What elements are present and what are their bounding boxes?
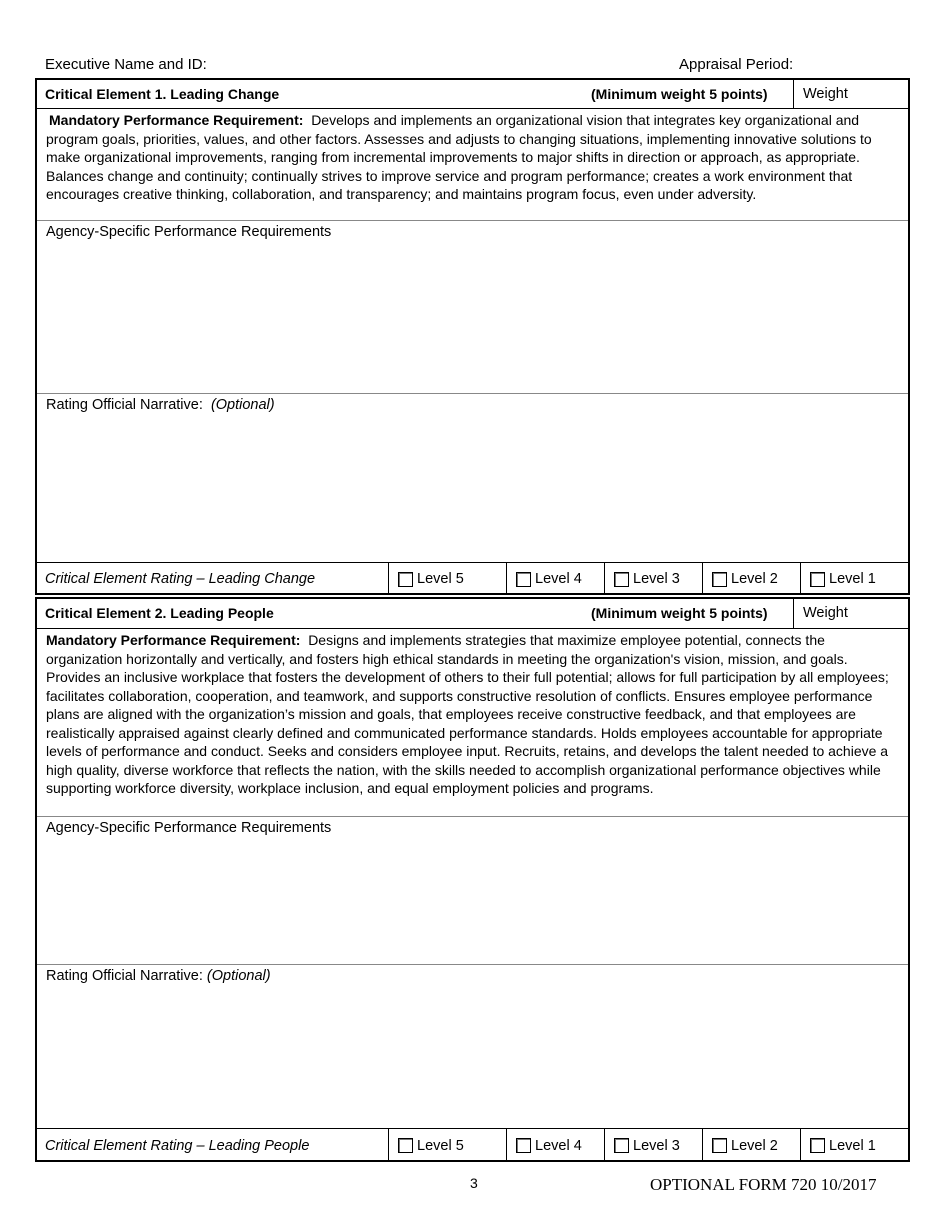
narrative-label-text: Rating Official Narrative:	[46, 397, 203, 413]
checkbox[interactable]	[810, 1138, 825, 1153]
mandatory-text: Designs and implements strategies that maximize employee potential, connects the organization horizontally and vertically, and fosters high ethical standards in meeting the organization's vision, mission, and goals. Provides an inclusive workplace that fosters the development of others to their full potential; allows for full participation by all employees; facilitates collaboration, cooperation, and teamwork, and supports constructive resolution of conflicts. Ensures employee performance plans are aligned with the organization’s mission and goals, that employees receive constructive feedback, and that employees are realistically appraised against clearly defined and communicated performance standards. Holds employees accountable for appropriate levels of performance and conduct. Seeks and considers employee input. Recruits, retains, and develops the talent needed to achieve a high quality, diverse workforce that reflects the nation, with the skills needed to accomplish organizational performance objectives while supporting workforce diversity, workplace inclusion, and equal employment policies and programs.	[46, 632, 889, 796]
checkbox[interactable]	[810, 572, 825, 587]
checkbox[interactable]	[398, 572, 413, 587]
page-number: 3	[470, 1175, 478, 1191]
level-label: Level 3	[633, 1137, 680, 1154]
element-1-rating-label: Critical Element Rating – Leading Change	[45, 571, 316, 587]
level-label: Level 5	[417, 571, 464, 587]
element-2-weight-field[interactable]: Weight	[793, 599, 910, 628]
agency-requirements-label: Agency-Specific Performance Requirements	[46, 820, 332, 836]
element-2-min-weight: (Minimum weight 5 points)	[591, 605, 768, 621]
element-1-rating-row	[37, 563, 908, 595]
critical-element-1	[35, 78, 910, 595]
mandatory-label: Mandatory Performance Requirement:	[46, 632, 301, 648]
level-label: Level 1	[829, 571, 876, 587]
element-1-mandatory-requirement	[37, 109, 908, 221]
element-2-level-5[interactable]	[388, 1129, 506, 1162]
narrative-optional: (Optional)	[210, 397, 275, 413]
narrative-label	[37, 965, 908, 987]
element-1-agency-requirements-field[interactable]	[37, 221, 908, 394]
checkbox[interactable]	[516, 1138, 531, 1153]
checkbox[interactable]	[614, 1138, 629, 1153]
element-2-header-row	[37, 599, 908, 629]
element-1-level-4[interactable]	[506, 563, 604, 595]
checkbox[interactable]	[712, 572, 727, 587]
critical-element-2	[35, 597, 910, 1162]
element-1-level-2[interactable]	[702, 563, 800, 595]
mandatory-text: Develops and implements an organizational vision that integrates key organizational and program goals, priorities, values, and other factors. Assesses and adjusts to changing situations, implementing innovative solutions to make organizational improvements, ranging from incremental improvements to major shifts in direction or approach, as appropriate. Balances change and continuity; continually strives to improve service and program performance; creates a work environment that encourages creative thinking, collaboration, and transparency; and maintains program focus, even under adversity.	[46, 112, 872, 202]
agency-requirements-label: Agency-Specific Performance Requirements	[46, 224, 332, 240]
form-id: OPTIONAL FORM 720 10/2017	[650, 1175, 877, 1194]
element-1-header-row	[37, 80, 908, 109]
level-label: Level 4	[535, 571, 582, 587]
level-label: Level 1	[829, 1137, 876, 1154]
element-1-weight-field[interactable]: Weight	[793, 80, 910, 108]
level-label: Level 3	[633, 571, 680, 587]
executive-name-label: Executive Name and ID:	[45, 56, 207, 73]
appraisal-period-label: Appraisal Period:	[679, 56, 794, 73]
element-1-title: Critical Element 1. Leading Change	[45, 86, 280, 102]
element-2-title: Critical Element 2. Leading People	[45, 605, 274, 621]
element-2-rating-row	[37, 1129, 908, 1162]
checkbox[interactable]	[712, 1138, 727, 1153]
element-1-level-1[interactable]	[800, 563, 910, 595]
level-label: Level 5	[417, 1137, 464, 1154]
narrative-label-text: Rating Official Narrative:	[46, 968, 203, 984]
element-1-narrative-field[interactable]	[37, 394, 908, 563]
element-2-level-4[interactable]	[506, 1129, 604, 1162]
element-2-level-3[interactable]	[604, 1129, 702, 1162]
element-2-rating-label: Critical Element Rating – Leading People	[45, 1137, 310, 1154]
checkbox[interactable]	[398, 1138, 413, 1153]
element-1-min-weight: (Minimum weight 5 points)	[591, 86, 768, 102]
element-2-mandatory-requirement	[37, 629, 908, 817]
narrative-label	[37, 394, 908, 416]
element-2-narrative-field[interactable]	[37, 965, 908, 1129]
level-label: Level 2	[731, 571, 778, 587]
element-1-level-5[interactable]	[388, 563, 506, 595]
narrative-optional: (Optional)	[206, 968, 271, 984]
element-2-level-2[interactable]	[702, 1129, 800, 1162]
level-label: Level 2	[731, 1137, 778, 1154]
element-2-agency-requirements-field[interactable]	[37, 817, 908, 965]
checkbox[interactable]	[516, 572, 531, 587]
checkbox[interactable]	[614, 572, 629, 587]
element-1-level-3[interactable]	[604, 563, 702, 595]
mandatory-label: Mandatory Performance Requirement:	[49, 112, 304, 128]
level-label: Level 4	[535, 1137, 582, 1154]
element-2-level-1[interactable]	[800, 1129, 910, 1162]
